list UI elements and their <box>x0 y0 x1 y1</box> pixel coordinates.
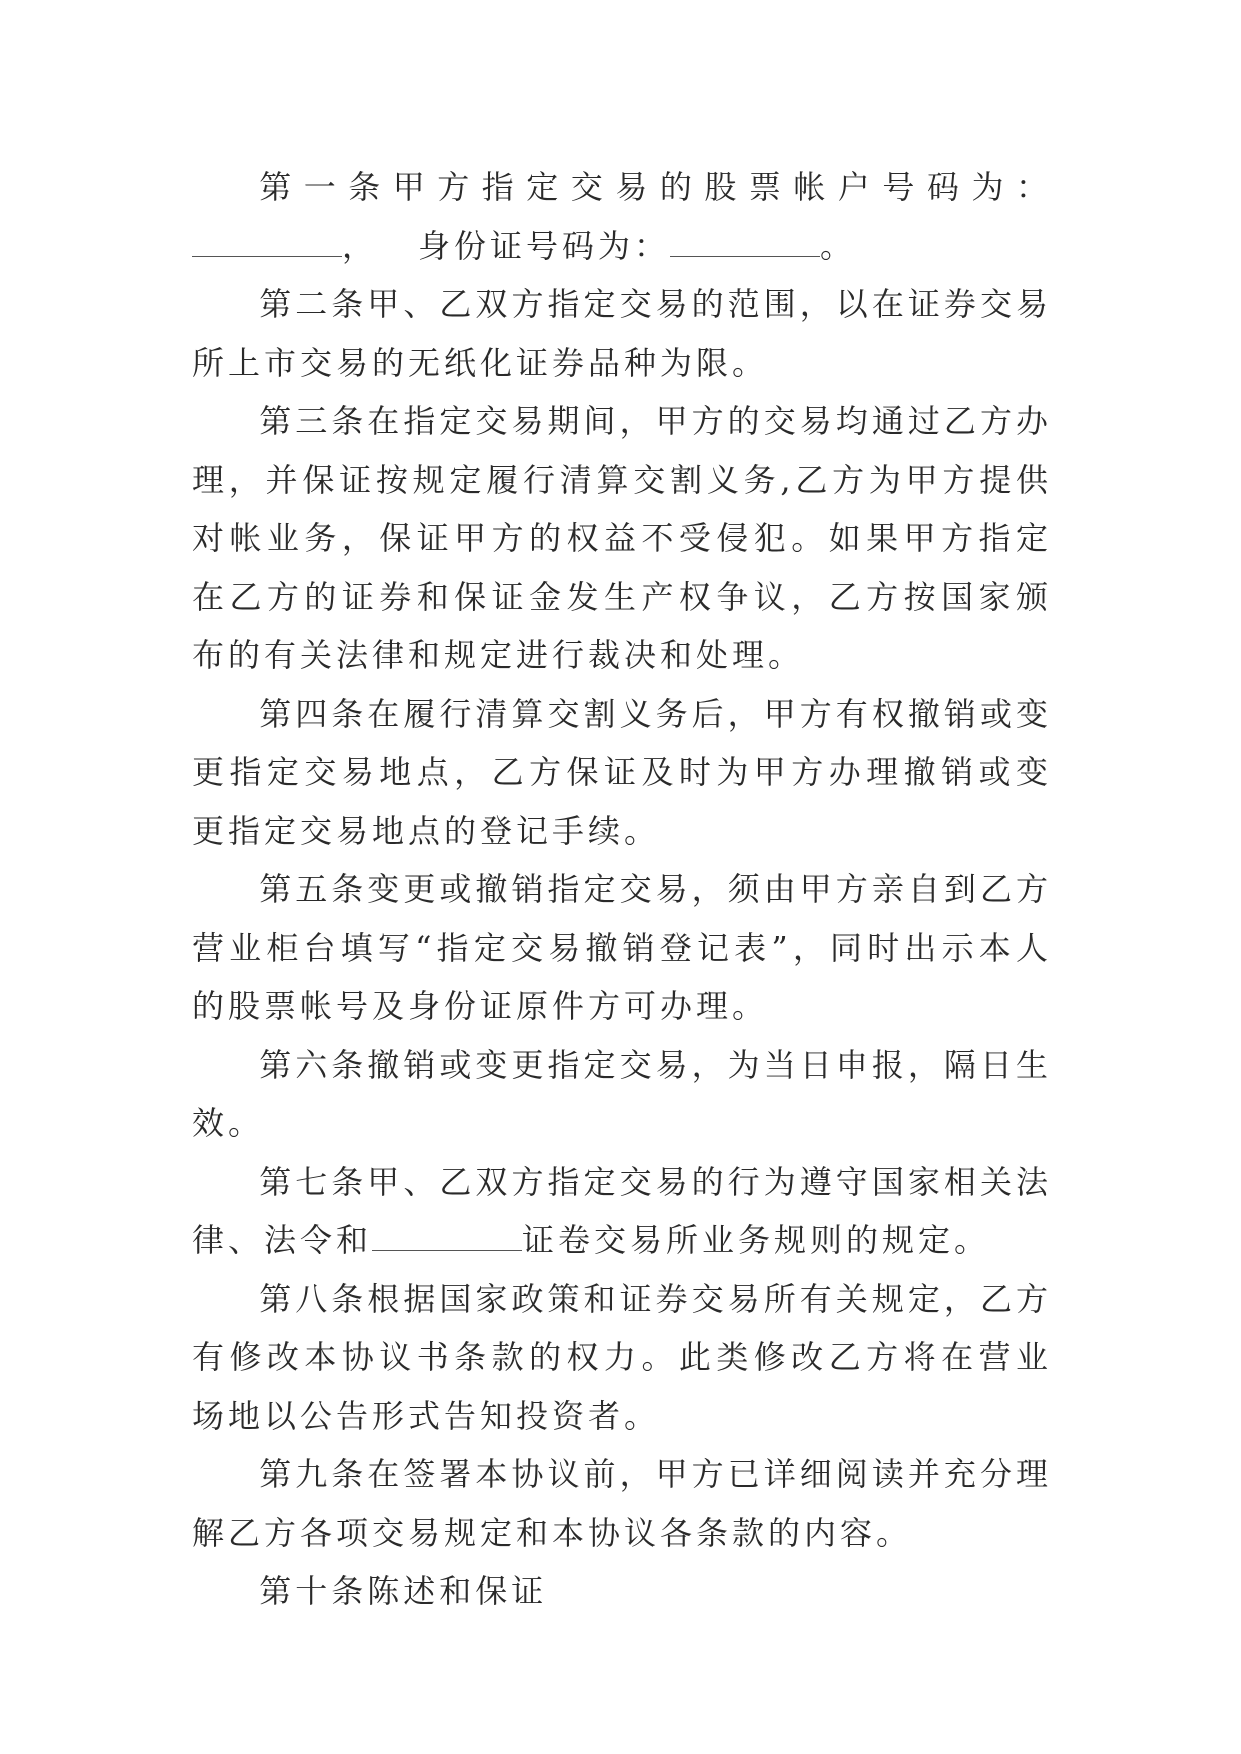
id-number-blank <box>670 222 820 257</box>
document-body <box>192 158 1052 1621</box>
article-7-part-a: 第七条甲、乙双方指定交易的行为遵守国家相关法律、法令和 <box>192 1162 1052 1259</box>
article-5: 第五条变更或撤销指定交易，须由甲方亲自到乙方营业柜台填写“指定交易撤销登记表”，同时出示本人的股票帐号及身份证原件方可办理。 <box>192 870 1052 1025</box>
article-9: 第九条在签署本协议前，甲方已详细阅读并充分理解乙方各项交易规定和本协议各条款的内容。 <box>192 1455 1052 1552</box>
article-2: 第二条甲、乙双方指定交易的范围，以在证券交易所上市交易的无纸化证券品种为限。 <box>192 285 1052 382</box>
article-3: 第三条在指定交易期间，甲方的交易均通过乙方办理，并保证按规定履行清算交割义务,乙方为甲方提供对帐业务，保证甲方的权益不受侵犯。如果甲方指定在乙方的证券和保证金发生产权争议，乙方按国家颁布的有关法律和规定进行裁决和处理。 <box>192 402 1052 674</box>
article-1-period: 。 <box>820 226 857 265</box>
article-4: 第四条在履行清算交割义务后，甲方有权撤销或变更指定交易地点，乙方保证及时为甲方办理撤销或变更指定交易地点的登记手续。 <box>192 694 1052 850</box>
article-7-part-b: 证卷交易所业务规则的规定。 <box>522 1221 991 1259</box>
article-8: 第八条根据国家政策和证券交易所有关规定，乙方有修改本协议书条款的权力。此类修改乙方将在营业场地以公告形式告知投资者。 <box>192 1279 1052 1435</box>
article-10: 第十条陈述和保证 <box>259 1572 548 1610</box>
article-1-account-label: 第一条甲方指定交易的股票帐户号码为： <box>259 168 1052 206</box>
article-7 <box>192 1153 1052 1270</box>
article-1-comma: ， <box>342 226 379 265</box>
article-1 <box>192 158 1052 275</box>
exchange-name-blank <box>372 1216 522 1251</box>
account-number-blank <box>192 222 342 257</box>
article-6: 第六条撤销或变更指定交易，为当日申报，隔日生效。 <box>192 1045 1052 1142</box>
article-1-id-label: 身份证号码为： <box>418 226 671 265</box>
